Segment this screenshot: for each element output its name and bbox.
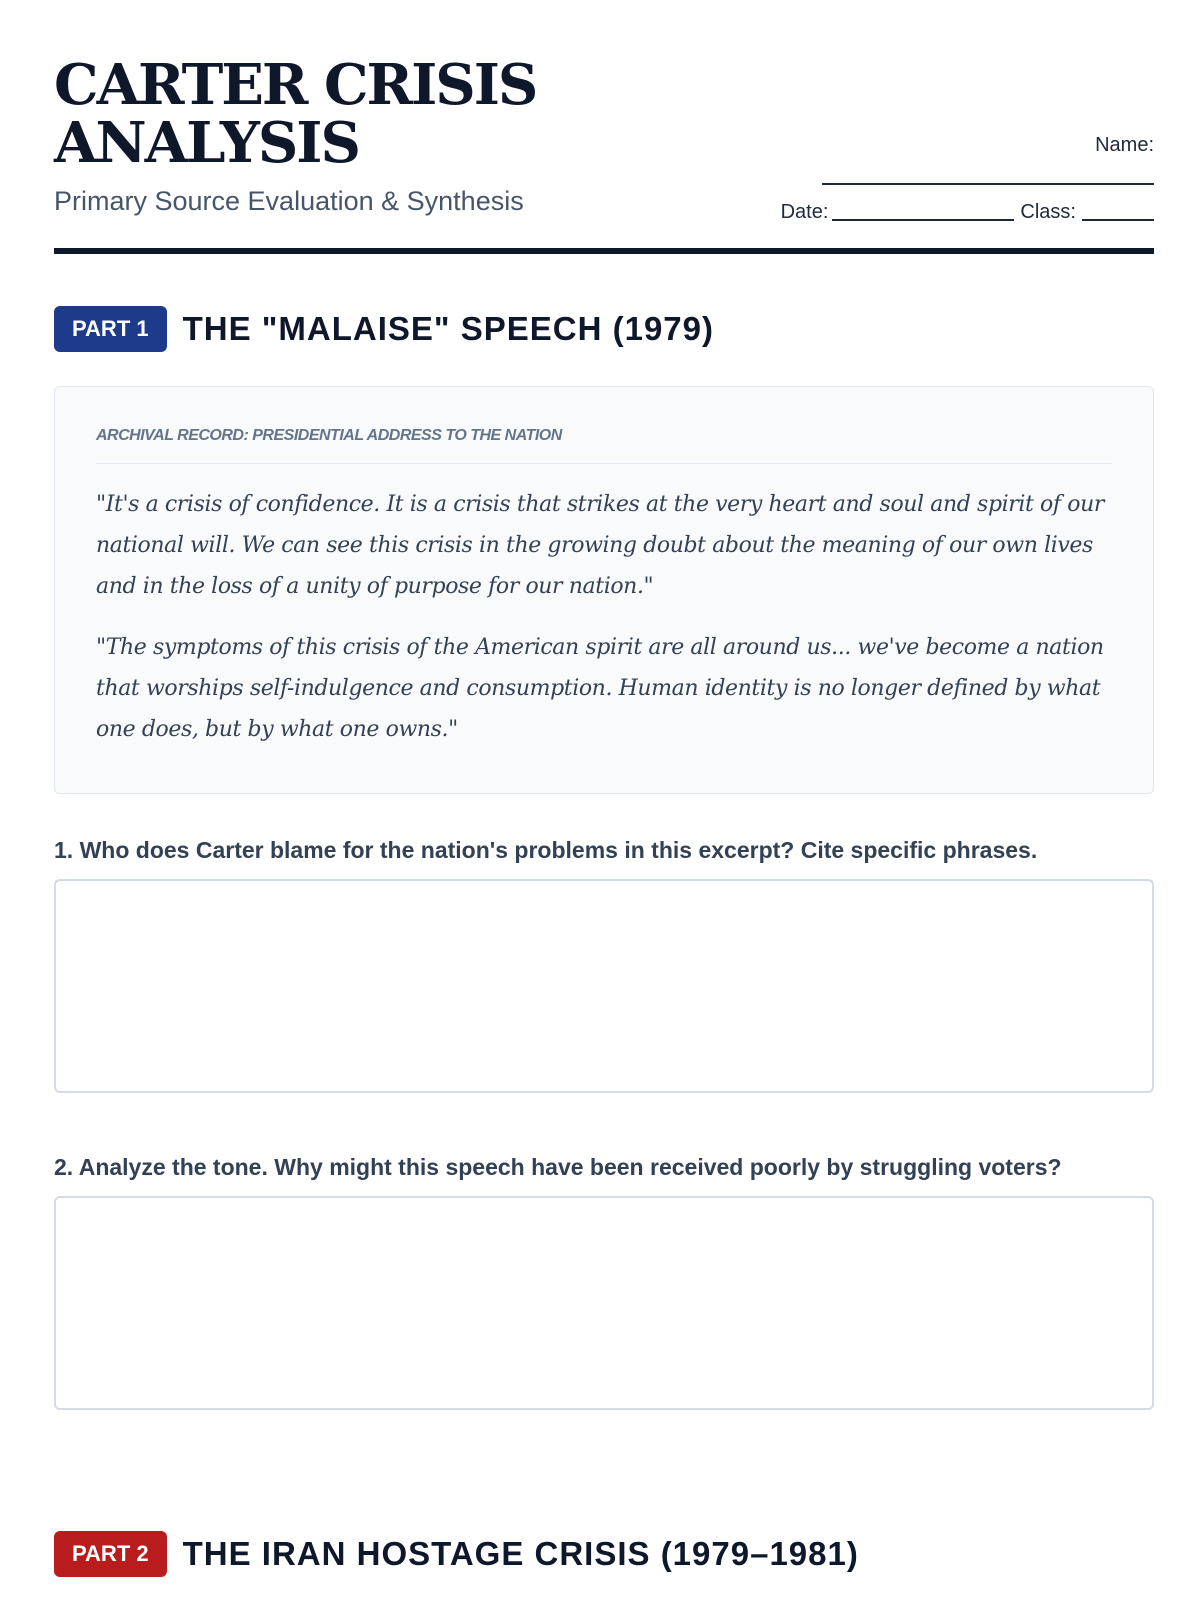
- source-quote-1: "It's a crisis of confidence. It is a crisis that strikes at the very heart and soul and spirit of our national will. We can see this crisis in the growing doubt about the meaning of our own lives and in the loss of a unity of purpose for our nation.": [96, 492, 1104, 599]
- answer-box-1[interactable]: [54, 879, 1154, 1093]
- part1-title: THE "MALAISE" SPEECH (1979): [182, 310, 715, 347]
- date-blank[interactable]: [832, 199, 1014, 221]
- question-1: 1. Who does Carter blame for the nation's problems in this excerpt? Cite specific phrases.: [54, 837, 1038, 863]
- header-divider: [54, 248, 1154, 254]
- part1-heading: [54, 306, 714, 352]
- page-title: CARTER CRISIS ANALYSIS: [54, 52, 537, 176]
- worksheet-header: [54, 52, 1154, 256]
- source-quote-2: "The symptoms of this crisis of the American spirit are all around us... we've become a nation that worships self-indulgence and consumption. Human identity is no longer defined by what one does, but by what one owns.": [96, 635, 1104, 742]
- class-blank[interactable]: [1082, 199, 1154, 221]
- part2-badge: PART 2: [54, 1531, 167, 1577]
- part1-badge: PART 1: [54, 306, 167, 352]
- question-2: 2. Analyze the tone. Why might this speech have been received poorly by struggling voters?: [54, 1154, 1062, 1180]
- part2-title: THE IRAN HOSTAGE CRISIS (1979–1981): [182, 1535, 859, 1572]
- part2-heading: [54, 1531, 859, 1577]
- student-info: [734, 134, 1154, 224]
- date-label: Date:: [780, 201, 829, 223]
- name-blank[interactable]: [822, 159, 1154, 185]
- class-label: Class:: [1020, 201, 1076, 223]
- name-label: Name:: [1095, 134, 1154, 156]
- primary-source-box: [54, 386, 1154, 794]
- page-subtitle: Primary Source Evaluation & Synthesis: [54, 186, 524, 216]
- date-class-row: [734, 199, 1154, 224]
- source-label: ARCHIVAL RECORD: PRESIDENTIAL ADDRESS TO THE NATION: [96, 427, 1112, 464]
- answer-box-2[interactable]: [54, 1196, 1154, 1410]
